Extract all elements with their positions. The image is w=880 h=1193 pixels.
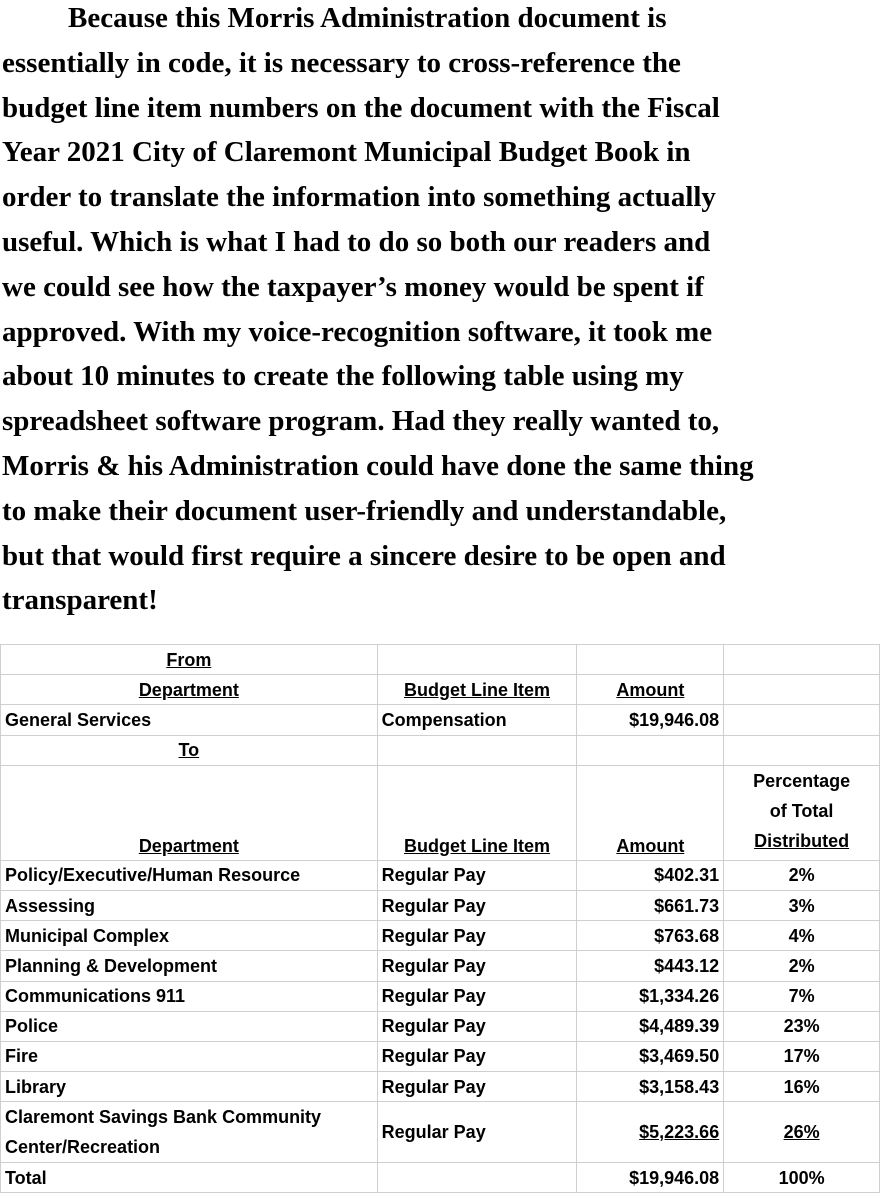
row-amount: $402.31: [577, 860, 724, 890]
row-department: Policy/Executive/Human Resource: [1, 860, 378, 890]
paragraph-line: budget line item numbers on the document with the Fiscal: [2, 91, 720, 124]
table-row: [1, 981, 880, 1011]
paragraph-line: useful. Which is what I had to do so both our readers and: [2, 225, 711, 258]
from-label: From: [1, 645, 378, 675]
to-label-row: [1, 735, 880, 765]
budget-transfer-table: [0, 644, 880, 1193]
row-percentage: 7%: [724, 981, 880, 1011]
row-percentage: 17%: [724, 1041, 880, 1071]
row-budget-line-item: Regular Pay: [377, 1011, 577, 1041]
to-header-row: [1, 765, 880, 860]
amount-header: Amount: [577, 765, 724, 860]
row-amount: $661.73: [577, 890, 724, 920]
row-amount: $4,489.39: [577, 1011, 724, 1041]
amount-header: Amount: [577, 675, 724, 705]
row-budget-line-item: Regular Pay: [377, 1041, 577, 1071]
percentage-header-last-word: Distributed: [754, 830, 850, 851]
from-label-row: [1, 645, 880, 675]
table-row: [1, 921, 880, 951]
row-budget-line-item: Regular Pay: [377, 1072, 577, 1102]
intro-paragraph: [2, 0, 878, 623]
paragraph-line: approved. With my voice-recognition software, it took me: [2, 315, 713, 348]
row-department: Police: [1, 1011, 378, 1041]
row-budget-line-item: Regular Pay: [377, 860, 577, 890]
row-percentage: 2%: [724, 860, 880, 890]
from-data-row: [1, 705, 880, 735]
row-percentage: 2%: [724, 951, 880, 981]
percentage-header-text: Percentage of Total Distributed: [753, 770, 851, 851]
total-percentage: 100%: [724, 1163, 880, 1193]
row-percentage: 16%: [724, 1072, 880, 1102]
table-row: [1, 1041, 880, 1071]
department-header: Department: [1, 675, 378, 705]
row-percentage: 26%: [724, 1102, 880, 1163]
row-percentage: 4%: [724, 921, 880, 951]
from-budget-line-item: Compensation: [377, 705, 577, 735]
paragraph-line: order to translate the information into something actually: [2, 181, 716, 214]
total-amount: $19,946.08: [577, 1163, 724, 1193]
row-department: Municipal Complex: [1, 921, 378, 951]
row-amount: $3,158.43: [577, 1072, 724, 1102]
row-amount: $1,334.26: [577, 981, 724, 1011]
row-budget-line-item: Regular Pay: [377, 921, 577, 951]
row-percentage: 23%: [724, 1011, 880, 1041]
row-budget-line-item: Regular Pay: [377, 1102, 577, 1163]
from-department: General Services: [1, 705, 378, 735]
paragraph-line: about 10 minutes to create the following table using my: [2, 360, 684, 393]
row-amount: $763.68: [577, 921, 724, 951]
from-header-row: [1, 675, 880, 705]
row-amount: $5,223.66: [577, 1102, 724, 1163]
row-amount: $3,469.50: [577, 1041, 724, 1071]
table-row: [1, 860, 880, 890]
table-row: [1, 951, 880, 981]
paragraph-line: we could see how the taxpayer’s money would be spent if: [2, 270, 704, 303]
paragraph-line: transparent!: [2, 584, 158, 617]
table-row-community-center: [1, 1102, 880, 1163]
paragraph-line: essentially in code, it is necessary to cross-reference the: [2, 46, 681, 79]
total-row: [1, 1163, 880, 1193]
percentage-header: [724, 765, 880, 860]
row-budget-line-item: Regular Pay: [377, 951, 577, 981]
department-header: Department: [1, 765, 378, 860]
paragraph-line: to make their document user-friendly and understandable,: [2, 494, 727, 527]
total-label: Total: [1, 1163, 378, 1193]
table-row: [1, 1072, 880, 1102]
row-department: Assessing: [1, 890, 378, 920]
table-row: [1, 1011, 880, 1041]
row-department: Library: [1, 1072, 378, 1102]
paragraph-line: Morris & his Administration could have done the same thing: [2, 449, 754, 482]
table-row: [1, 890, 880, 920]
paragraph-line: but that would first require a sincere desire to be open and: [2, 539, 726, 572]
row-percentage: 3%: [724, 890, 880, 920]
row-department: Communications 911: [1, 981, 378, 1011]
to-label: To: [1, 735, 378, 765]
budget-line-item-header: Budget Line Item: [377, 765, 577, 860]
row-amount: $443.12: [577, 951, 724, 981]
row-department: Claremont Savings Bank Community Center/Recreation: [1, 1102, 378, 1163]
from-amount: $19,946.08: [577, 705, 724, 735]
row-department: Planning & Development: [1, 951, 378, 981]
paragraph-line: Because this Morris Administration document is: [68, 2, 667, 34]
row-department: Fire: [1, 1041, 378, 1071]
paragraph-line: Year 2021 City of Claremont Municipal Budget Book in: [2, 136, 691, 169]
paragraph-line: spreadsheet software program. Had they really wanted to,: [2, 405, 720, 438]
budget-line-item-header: Budget Line Item: [377, 675, 577, 705]
row-budget-line-item: Regular Pay: [377, 981, 577, 1011]
row-budget-line-item: Regular Pay: [377, 890, 577, 920]
